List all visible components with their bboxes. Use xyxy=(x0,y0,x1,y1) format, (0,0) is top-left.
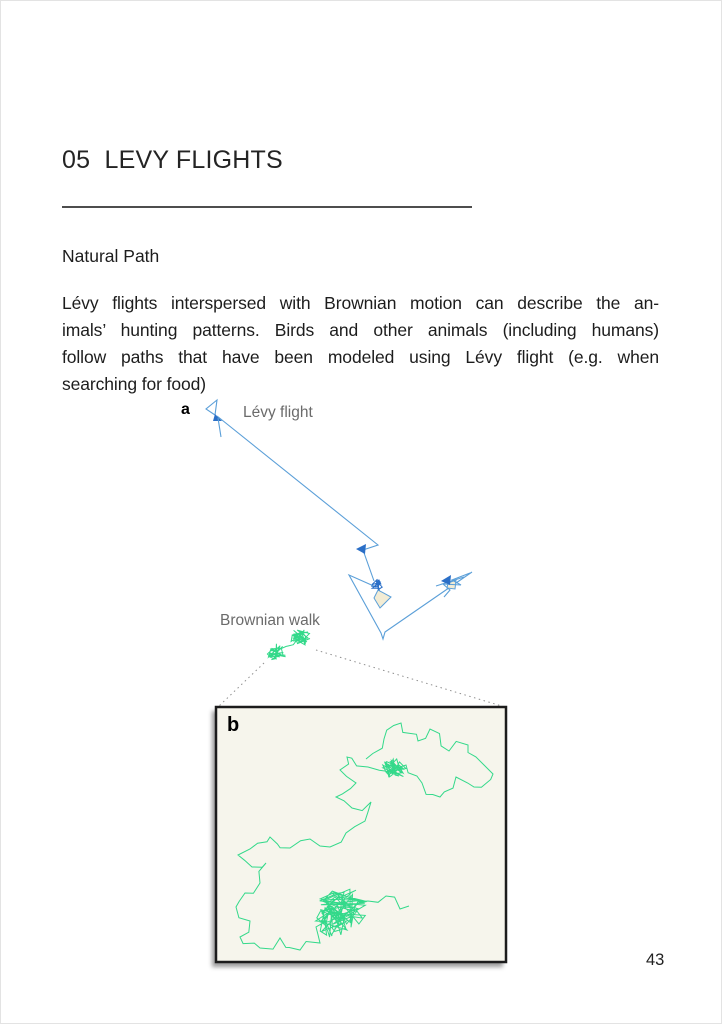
page-title: 05 LEVY FLIGHTS xyxy=(62,146,283,174)
body-paragraph xyxy=(62,290,659,398)
body-line: Lévy flights interspersed with Brownian motion can describe the an- xyxy=(62,293,659,313)
levy-main-path xyxy=(217,416,378,581)
figure-levy-brownian xyxy=(0,390,722,990)
panel-b-frame xyxy=(216,707,506,962)
panel-a-letter: a xyxy=(181,401,190,418)
levy-mid-arrowhead-icon xyxy=(356,544,366,554)
body-line: follow paths that have been modeled using Lévy flight (e.g. when xyxy=(62,347,659,367)
brownian-mini-walk xyxy=(267,630,310,660)
zoom-guide-right xyxy=(316,650,505,707)
levy-start-arrow-outline-icon xyxy=(206,400,217,415)
title-divider xyxy=(62,206,472,208)
page-number: 43 xyxy=(646,951,665,969)
body-line: imals’ hunting patterns. Birds and other animals (including humans) xyxy=(62,320,659,340)
panel-b-letter: b xyxy=(227,714,240,736)
levy-flight-label: Lévy flight xyxy=(243,404,313,421)
body-line: searching for food) xyxy=(62,374,207,394)
zoom-guide-left xyxy=(218,663,264,707)
brownian-walk-label: Brownian walk xyxy=(220,612,320,629)
levy-cream-quad xyxy=(374,590,391,608)
section-heading: Natural Path xyxy=(62,246,160,266)
